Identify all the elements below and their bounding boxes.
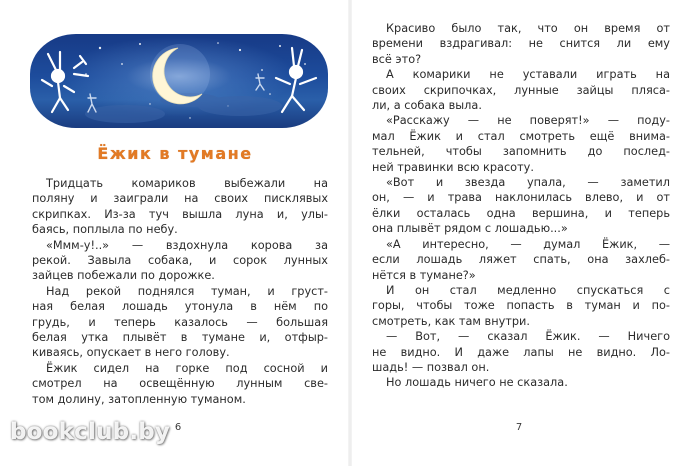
text-line: Ёжик сидел на горке под сосной и (46, 361, 328, 375)
text-line: ли, а собака выла. (372, 99, 482, 113)
left-page-text (32, 176, 328, 407)
right-page-text (372, 21, 670, 391)
text-line: Над рекой поднялся туман, и груст- (46, 284, 328, 298)
text-line: грудь, и теперь казалось — большая (32, 315, 328, 329)
text-line: времени вздрагивал: не снится ли ему (372, 37, 670, 51)
text-line: «Ммм-у!..» — вздохнула корова за (46, 238, 328, 252)
text-line: горы, чтобы тоже попасть в туман и по- (372, 299, 670, 313)
text-line: тельней, чтобы запомнить до послед- (372, 145, 670, 159)
text-line: смотреть, как там внутри. (372, 314, 530, 328)
text-line: И он стал медленно спускаться с (386, 283, 670, 297)
illustration-art (30, 34, 328, 128)
watermark: bookclub.by (10, 419, 171, 445)
text-line: нётся в тумане?» (372, 268, 476, 282)
text-line: Тридцать комариков выбежали на (46, 177, 328, 190)
text-line: своих скрипочках, лунные зайцы пляса- (372, 83, 670, 97)
text-line: том долину, затопленную туманом. (32, 392, 246, 406)
text-line: киваясь, опускает в него голову. (32, 346, 230, 360)
text-line: Красиво было так, что он время от (386, 22, 670, 35)
text-line: зайцев побежали по дорожке. (32, 269, 215, 283)
text-line: ёлки осталась одна вершина, и теперь (372, 206, 670, 220)
text-line: белая утка плывёт в тумане и, отфыр- (32, 331, 328, 345)
text-line: ней травинки всю красоту. (372, 160, 534, 174)
text-line: она плывёт рядом с лошадью...» (372, 222, 568, 236)
text-line: всё это? (372, 52, 422, 66)
text-line: не видно. И даже лапы не видно. Ло- (372, 345, 670, 359)
text-line: мал Ёжик и стал смотреть ещё внима- (372, 129, 670, 143)
text-line: смотрел на освещённую лунным све- (32, 377, 328, 391)
text-line: скрипках. Из-за туч вышла луна и, улы- (32, 207, 328, 221)
night-sky-illustration (30, 34, 328, 128)
text-line: баясь, поплыла по небу. (32, 223, 178, 237)
right-page-number: 7 (515, 422, 523, 433)
text-line: поляну и заиграли на своих писклявых (32, 192, 328, 206)
text-line: он, — и трава наклонилась влево, и от (372, 191, 670, 205)
text-line: — Вот, — сказал Ёжик. — Ничего (386, 330, 670, 344)
right-dancing-hare-icon (276, 48, 316, 112)
text-line: А комарики не уставали играть на (386, 68, 670, 82)
story-title: Ёжик в тумане (97, 144, 253, 163)
left-dancing-hare-icon (42, 52, 88, 112)
text-line: ная белая лошадь утонула в нём по (32, 300, 328, 314)
text-line: «Расскажу — не поверят!» — поду- (386, 114, 670, 128)
text-line: рекой. Завыла собака, и сорок лунных (32, 254, 328, 268)
text-line: шадь! — позвал он. (372, 360, 490, 374)
left-page-number: 6 (174, 422, 182, 433)
text-line: если лошадь ляжет спать, она захлеб- (372, 253, 670, 267)
text-line: «Вот и звезда упала, — заметил (386, 176, 670, 190)
text-line: Но лошадь ничего не сказала. (386, 376, 568, 390)
text-line: «А интересно, — думал Ёжик, — (386, 237, 670, 251)
